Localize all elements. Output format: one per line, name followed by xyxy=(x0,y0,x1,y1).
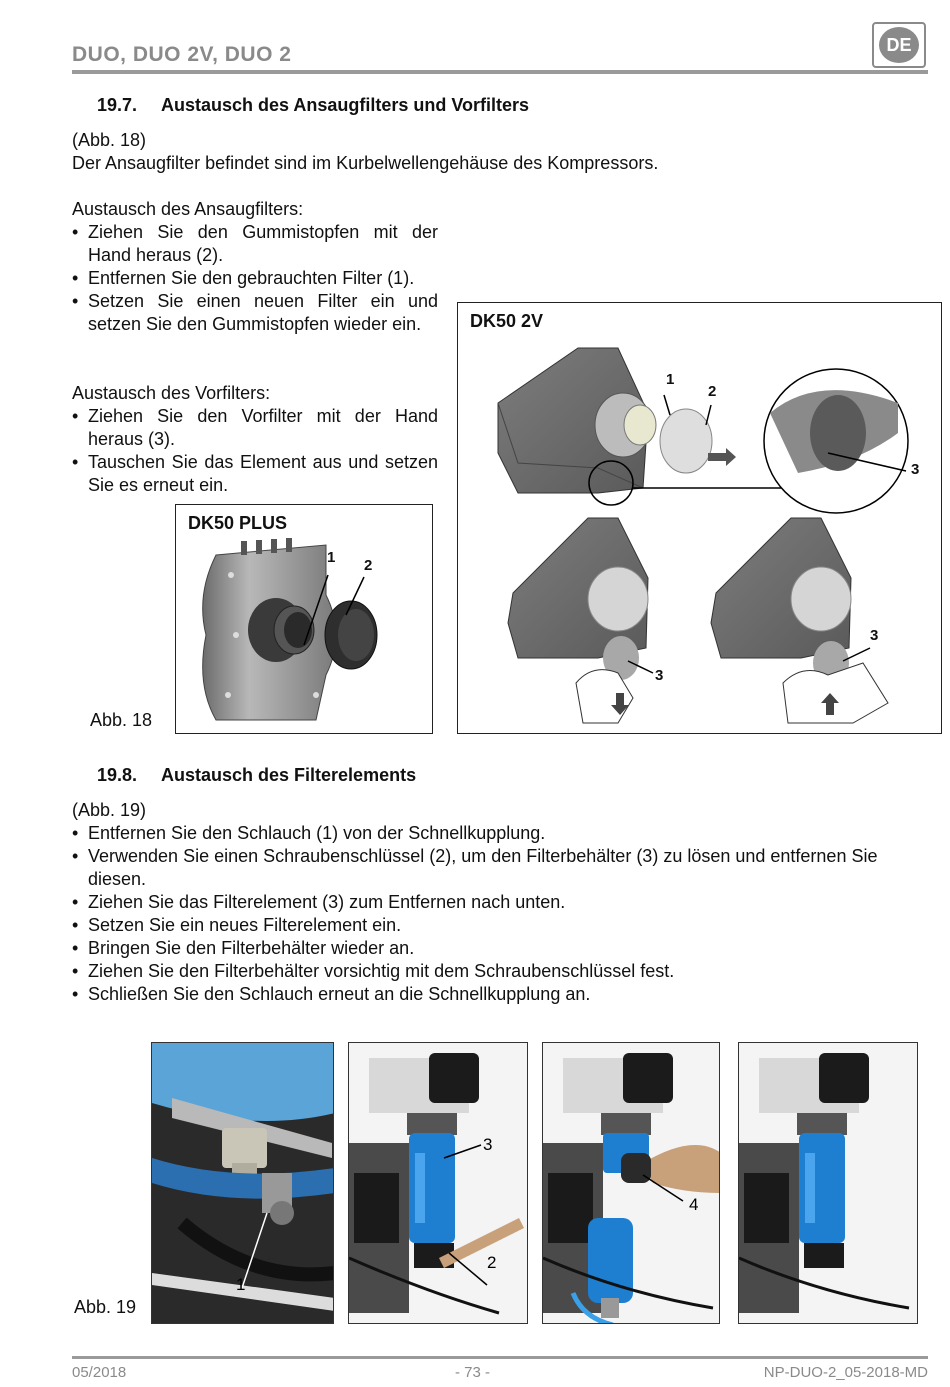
list-item: • Verwenden Sie einen Schraubenschlüssel (2), um den Filterbehälter (3) zu lösen und entfernen Sie diesen. xyxy=(72,845,928,891)
filter-element-steps xyxy=(72,822,928,1006)
figure-title: DK50 2V xyxy=(470,311,544,331)
list-item: • Ziehen Sie das Filterelement (3) zum Entfernen nach unten. xyxy=(72,891,928,914)
list-item: • Ziehen Sie den Gummistopfen mit der Hand heraus (2). xyxy=(72,221,438,267)
figure-dk50-2v xyxy=(457,302,942,734)
footer-rule xyxy=(72,1356,928,1359)
list-item: • Bringen Sie den Filterbehälter wieder an. xyxy=(72,937,928,960)
photo-wrench-filter-housing xyxy=(348,1042,528,1324)
figure-reference: (Abb. 19) xyxy=(72,800,147,820)
list-item: • Schließen Sie den Schlauch erneut an die Schnellkupplung an. xyxy=(72,983,928,1006)
figure-caption: Abb. 18 xyxy=(90,710,153,730)
photo-reassembled-filter xyxy=(738,1042,918,1324)
section-title: Austausch des Filterelements xyxy=(161,765,417,785)
callout-1: 1 xyxy=(236,1275,246,1294)
callout-1: 1 xyxy=(666,371,675,388)
footer-date: 05/2018 xyxy=(72,1364,127,1381)
intro-text: Der Ansaugfilter befindet sind im Kurbelwellengehäuse des Kompressors. xyxy=(72,153,659,173)
language-badge xyxy=(872,22,926,68)
intake-filter-illustration xyxy=(176,535,432,733)
section-title: Austausch des Ansaugfilters und Vorfilters xyxy=(161,95,530,115)
callout-4: 4 xyxy=(689,1195,699,1214)
intake-filter-steps xyxy=(72,221,438,336)
figure-caption: Abb. 19 xyxy=(74,1297,137,1317)
callout-1: 1 xyxy=(327,549,336,566)
callout-3: 3 xyxy=(655,667,664,684)
prefilter-illustration xyxy=(458,303,941,733)
callout-2: 2 xyxy=(487,1253,497,1272)
subheading-intake-filter: Austausch des Ansaugfilters: xyxy=(72,199,304,219)
list-item: • Tauschen Sie das Element aus und setzen Sie es erneut ein. xyxy=(72,451,438,497)
header-rule xyxy=(72,70,928,74)
page-number: - 73 - xyxy=(455,1364,491,1381)
document-number: NP-DUO-2_05-2018-MD xyxy=(763,1364,928,1381)
callout-3: 3 xyxy=(483,1135,493,1154)
callout-2: 2 xyxy=(364,557,373,574)
figure-reference: (Abb. 18) xyxy=(72,130,147,150)
callout-2: 2 xyxy=(708,383,717,400)
photo-hose-quick-coupling xyxy=(151,1042,334,1324)
prefilter-steps xyxy=(72,405,438,497)
list-item: • Setzen Sie ein neues Filterelement ein. xyxy=(72,914,928,937)
list-item: • Entfernen Sie den Schlauch (1) von der Schnellkupplung. xyxy=(72,822,928,845)
document-title: DUO, DUO 2V, DUO 2 xyxy=(72,43,292,66)
section-number: 19.8. xyxy=(97,765,138,785)
list-item: • Ziehen Sie den Filterbehälter vorsichtig mit dem Schraubenschlüssel fest. xyxy=(72,960,928,983)
figure-title: DK50 PLUS xyxy=(188,513,288,533)
list-item: • Setzen Sie einen neuen Filter ein und setzen Sie den Gummistopfen wieder ein. xyxy=(72,290,438,336)
callout-3: 3 xyxy=(870,627,879,644)
subheading-prefilter: Austausch des Vorfilters: xyxy=(72,383,271,403)
section-number: 19.7. xyxy=(97,95,138,115)
language-code: DE xyxy=(879,27,919,63)
callout-3: 3 xyxy=(911,461,920,478)
figure-dk50-plus xyxy=(175,504,433,734)
list-item: • Ziehen Sie den Vorfilter mit der Hand heraus (3). xyxy=(72,405,438,451)
list-item: • Entfernen Sie den gebrauchten Filter (1). xyxy=(72,267,438,290)
photo-remove-filter-element xyxy=(542,1042,720,1324)
